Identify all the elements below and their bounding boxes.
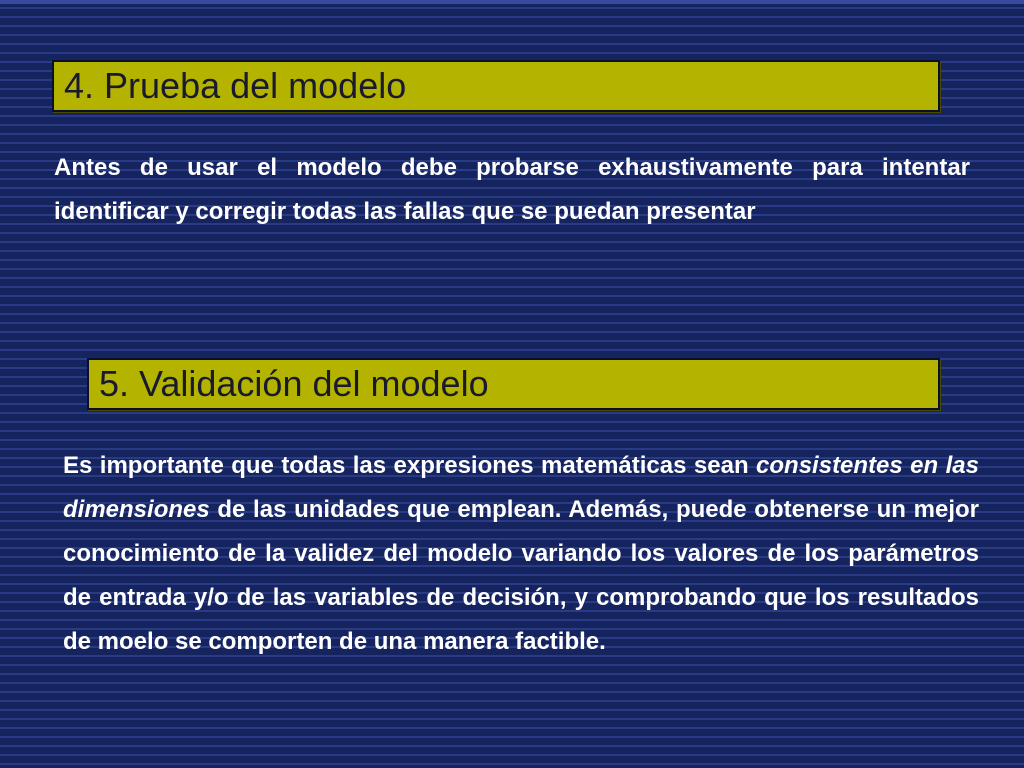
- paragraph-text-start: Es importante que todas las expresiones matemáticas sean: [63, 452, 757, 479]
- paragraph-emphasis: consistentes en las dimensiones: [63, 452, 979, 523]
- slide-top-border: [0, 0, 1024, 4]
- paragraph-text-end: de las unidades que emplean. Además, puede obtenerse un mejor conocimiento de la validez del modelo variando los valores de los parámetros de entrada y/o de las variables de decisión, y comprobando que los resultados de moelo se comporten de una manera factible.: [63, 496, 979, 655]
- section-heading-prueba: 4. Prueba del modelo: [52, 60, 940, 112]
- section-paragraph-validacion: [63, 444, 979, 664]
- section-paragraph-prueba: Antes de usar el modelo debe probarse exhaustivamente para intentar identificar y corregir todas las fallas que se puedan presentar: [54, 154, 970, 225]
- section-heading-validacion: 5. Validación del modelo: [87, 358, 940, 410]
